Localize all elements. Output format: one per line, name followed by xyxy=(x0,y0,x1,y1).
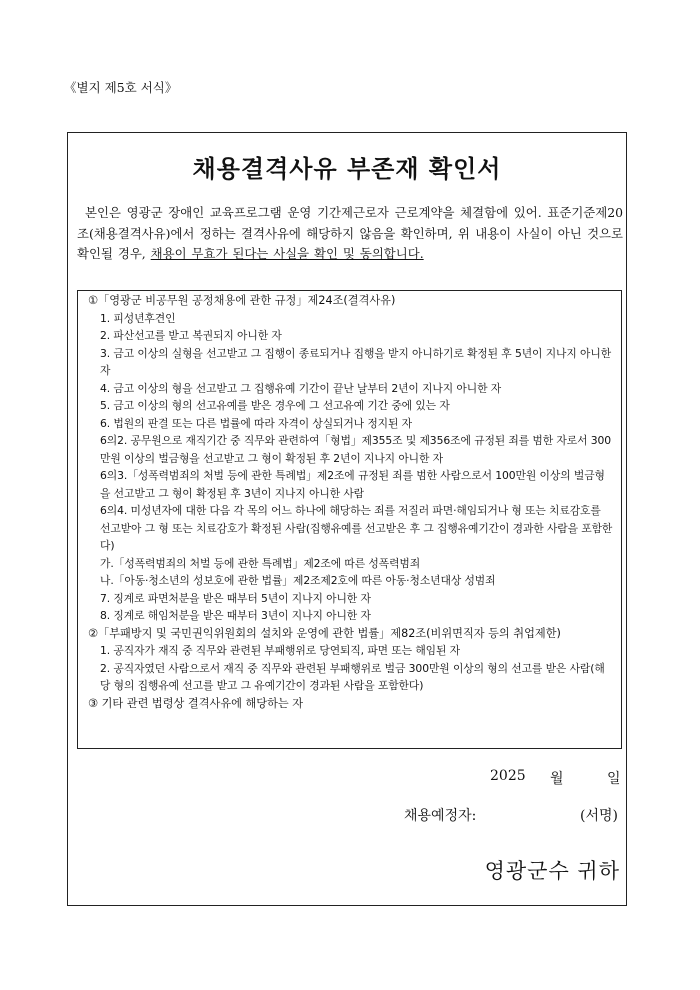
form-number: 《별지 제5호 서식》 xyxy=(64,80,178,95)
document-title: 채용결격사유 부존재 확인서 xyxy=(192,155,502,183)
date-year: 2025 xyxy=(490,768,526,784)
section1-item: 6의2. 공무원으로 재직기간 중 직무와 관련하여「형법」제355조 및 제356조에 규정된 죄를 범한 자로서 300만원 이상의 벌금형을 선고받고 그 형이 확정된 후 2년이 지나지 아니한 자 xyxy=(100,434,612,465)
section2-item: 2. 공직자였던 사람으로서 재직 중 직무와 관련된 부패행위로 벌금 300만원 이상의 형의 선고를 받은 사람(해당 형의 집행유예 선고를 받고 그 유예기간이 경과된 사람을 포함한다) xyxy=(100,661,605,692)
section1-heading: ①「영광군 비공무원 공정채용에 관한 규정」제24조(결격사유) xyxy=(88,294,396,307)
addressee: 영광군수 귀하 xyxy=(484,859,620,883)
applicant-label: 채용예정자: xyxy=(404,808,477,824)
section1-item: 나.「아동·청소년의 성보호에 관한 법률」제2조제2호에 따른 아동·청소년대상 성범죄 xyxy=(100,574,496,587)
date-day: 일 xyxy=(607,771,621,787)
section1-item: 4. 금고 이상의 형을 선고받고 그 집행유예 기간이 끝난 날부터 2년이 지나지 아니한 자 xyxy=(100,381,502,395)
section2-heading: ②「부패방지 및 국민권익위원회의 설치와 운영에 관한 법률」제82조(비위면직자 등의 취업제한) xyxy=(88,626,561,640)
section1-item: 6. 법원의 판결 또는 다른 법률에 따라 자격이 상실되거나 정지된 자 xyxy=(100,416,412,430)
signature-label: (서명) xyxy=(580,808,618,824)
date-month: 월 xyxy=(550,771,564,787)
intro-paragraph xyxy=(77,203,623,265)
section1-item: 가.「성폭력범죄의 처벌 등에 관한 특례법」제2조에 따른 성폭력범죄 xyxy=(100,556,421,570)
section1-item: 6의4. 미성년자에 대한 다음 각 목의 어느 하나에 해당하는 죄를 저질러 파면·해임되거나 형 또는 치료감호를 선고받아 그 형 또는 치료감호가 확정된 사람(집행유예를 선고받은 후 그 집행유예기간이 경과한 사람을 포함한다) xyxy=(100,504,613,552)
intro-text: 본인은 영광군 장애인 교육프로그램 운영 기간제근로자 근로계약을 체결함에 있어. 표준기준제20조(채용결격사유)에서 정하는 결격사유에 해당하지 않음을 확인하며, 위 내용이 사실이 아닌 것으로 확인될 경우, xyxy=(77,205,623,261)
intro-underlined-text: 채용이 무효가 된다는 사실을 확인 및 동의합니다. xyxy=(150,246,424,261)
section3-heading: ③ 기타 관련 법령상 결격사유에 해당하는 자 xyxy=(88,696,304,710)
section2-item: 1. 공직자가 재직 중 직무와 관련된 부패행위로 당연퇴직, 파면 또는 해임된 자 xyxy=(100,644,460,657)
section1-item: 7. 징계로 파면처분을 받은 때부터 5년이 지나지 아니한 자 xyxy=(100,591,371,605)
section1-item: 8. 징계로 해임처분을 받은 때부터 3년이 지나지 아니한 자 xyxy=(100,609,371,622)
section1-item: 3. 금고 이상의 실형을 선고받고 그 집행이 종료되거나 집행을 받지 아니하기로 확정된 후 5년이 지나지 아니한 자 xyxy=(100,346,612,377)
section1-item: 1. 피성년후견인 xyxy=(100,311,176,325)
section1-item: 5. 금고 이상의 형의 선고유예를 받은 경우에 그 선고유예 기간 중에 있는 자 xyxy=(100,399,450,412)
document-frame xyxy=(67,132,627,906)
disqualification-box xyxy=(77,290,622,749)
section1-item: 2. 파산선고를 받고 복권되지 아니한 자 xyxy=(100,329,282,342)
section1-item: 6의3.「성폭력범죄의 처벌 등에 관한 특례법」제2조에 규정된 죄를 범한 사람으로서 100만원 이상의 벌금형을 선고받고 그 형이 확정된 후 3년이 지나지 아니한 사람 xyxy=(100,469,605,500)
